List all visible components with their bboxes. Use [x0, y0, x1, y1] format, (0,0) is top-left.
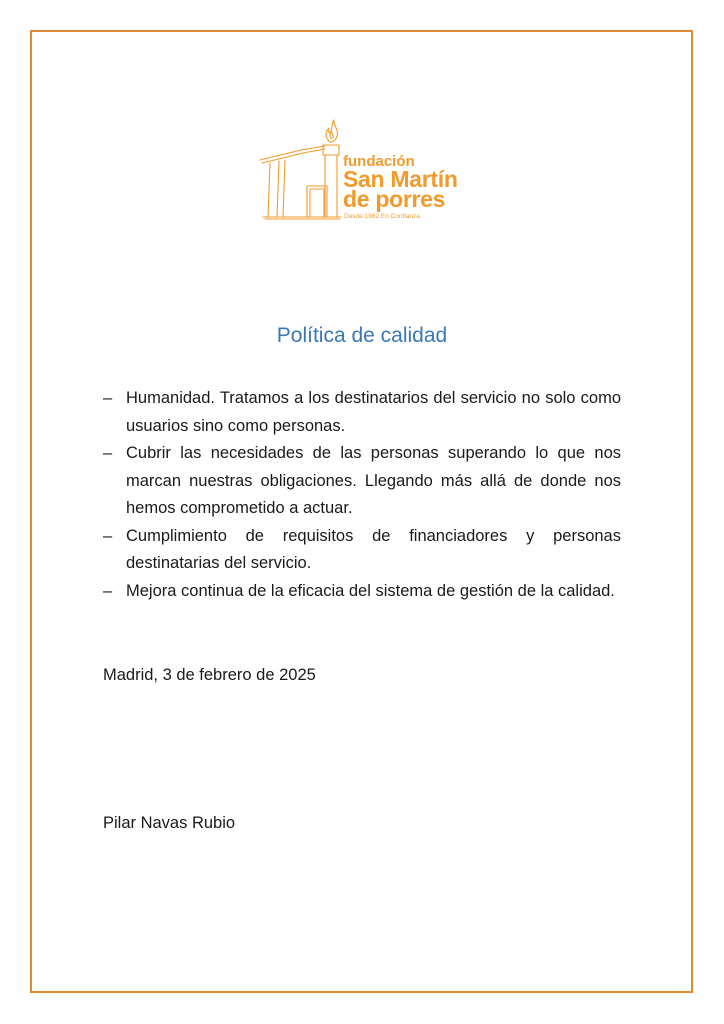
- policy-item: [103, 523, 621, 578]
- dash-bullet: –: [103, 444, 113, 462]
- logo-text-de-porres: de porres: [343, 186, 446, 212]
- policy-text: Cumplimiento de requisitos de financiadores y personas destinatarias del servicio.: [126, 526, 621, 572]
- place-and-date: Madrid, 3 de febrero de 2025: [103, 666, 316, 684]
- policy-item: [103, 578, 621, 606]
- dash-bullet: –: [103, 389, 113, 407]
- policy-text: Mejora continua de la eficacia del sistema de gestión de la calidad.: [126, 581, 615, 600]
- policy-item: [103, 385, 621, 440]
- policy-list: [103, 385, 621, 605]
- logo-tagline: Desde 1962 En Confianza: [344, 213, 420, 220]
- logo-text-fundacion: fundación: [343, 153, 415, 170]
- policy-item: [103, 440, 621, 523]
- policy-text: Humanidad. Tratamos a los destinatarios del servicio no solo como usuarios sino como personas.: [126, 389, 621, 435]
- policy-text: Cubrir las necesidades de las personas superando lo que nos marcan nuestras obligaciones. Llegando más allá de donde nos hemos comprometido a actuar.: [126, 444, 621, 517]
- document-title: Política de calidad: [276, 324, 448, 347]
- dash-bullet: –: [103, 581, 113, 600]
- logo-text-san-martin: San Martín: [343, 166, 458, 192]
- signatory-name: Pilar Navas Rubio: [103, 814, 236, 832]
- foundation-logo: [255, 118, 470, 230]
- dash-bullet: –: [103, 526, 113, 545]
